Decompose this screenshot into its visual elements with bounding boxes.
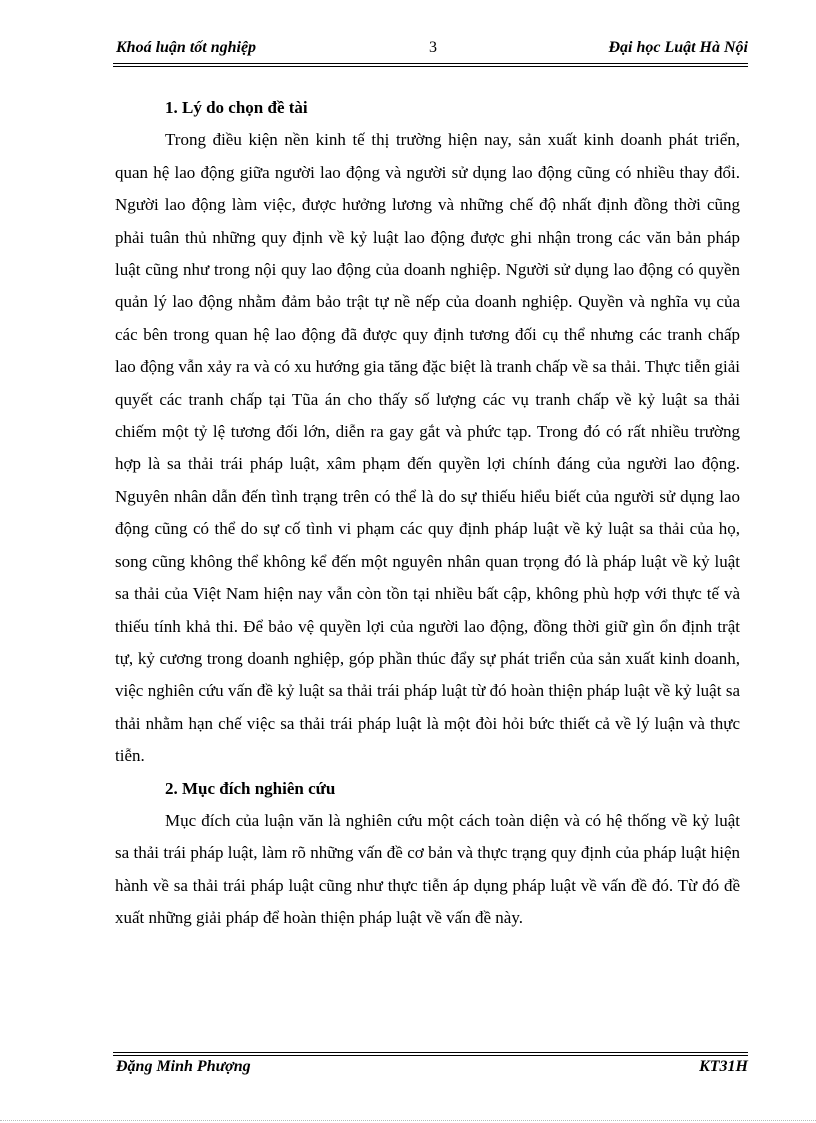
section-paragraph-purpose: Mục đích của luận văn là nghiên cứu một cách toàn diện và có hệ thống về kỷ luật sa thải trái pháp luật, làm rõ những vấn đề cơ bản và thực trạng quy định của pháp luật hiện hành về sa thải trái pháp luật cũng như thực tiễn áp dụng pháp luật về vấn đề đó. Từ đó đề xuất những giải pháp để hoàn thiện pháp luật về vấn đề này. <box>115 810 740 928</box>
footer-author: Đặng Minh Phượng <box>116 1058 251 1075</box>
section-paragraph-reason: Trong điều kiện nền kinh tế thị trường hiện nay, sản xuất kinh doanh phát triển, quan hệ lao động giữa người lao động và người sử dụng lao động cũng có nhiều thay đổi. Người lao động làm việc, được hưởng lương và những chế độ nhất định đồng thời cũng phải tuân thủ những quy định về kỷ luật lao động được ghi nhận trong các văn bản pháp luật cũng như trong nội quy lao động của doanh nghiệp. Người sử dụng lao động có quyền quản lý lao động nhằm đảm bảo trật tự nề nếp của doanh nghiệp. Quyền và nghĩa vụ của các bên trong quan hệ lao động đã được quy định tương đối cụ thể nhưng các tranh chấp lao động vẫn xảy ra và có xu hướng gia tăng đặc biệt là tranh chấp về sa thải. Thực tiễn giải quyết các tranh chấp tại Tũa án cho thấy số lượng các vụ tranh chấp về kỷ luật sa thải chiếm một tỷ lệ tương đối lớn, diễn ra gay gắt và phức tạp. Trong đó có rất nhiều trường hợp là sa thải trái pháp luật, xâm phạm đến quyền lợi chính đáng của người lao động. Nguyên nhân dẫn đến tình trạng trên có thể là do sự thiếu hiểu biết của người sử dụng lao động cũng có thể do sự cố tình vi phạm các quy định pháp luật về kỷ luật sa thải của họ, song cũng không thể không kể đến một nguyên nhân quan trọng đó là pháp luật về kỷ luật sa thải của Việt Nam hiện nay vẫn còn tồn tại nhiều bất cập, không phù hợp với thực tế và thiếu tính khả thi. Để bảo vệ quyền lợi của người lao động, đồng thời giữ gìn ổn định trật tự, kỷ cương trong doanh nghiệp, góp phần thúc đẩy sự phát triển của sản xuất kinh doanh, việc nghiên cứu vấn đề kỷ luật sa thải trái pháp luật từ đó hoàn thiện pháp luật về kỷ luật sa thải nhằm hạn chế việc sa thải trái pháp luật là một đòi hỏi bức thiết cả về lý luận và thực tiễn. <box>115 130 740 766</box>
header-thesis-label: Khoá luận tốt nghiệp <box>116 39 257 56</box>
page-number: 3 <box>429 39 437 56</box>
section-heading-reason: 1. Lý do chọn đề tài <box>165 98 308 117</box>
header-university: Đại học Luật Hà Nội <box>608 39 748 56</box>
page-bottom-divider <box>0 1120 816 1121</box>
document-body <box>115 92 740 935</box>
footer-rule <box>113 1052 748 1053</box>
footer-class-code: KT31H <box>699 1058 748 1075</box>
section-heading-purpose: 2. Mục đích nghiên cứu <box>165 778 336 798</box>
header-rule-thin <box>113 66 748 67</box>
page-footer <box>113 1058 748 1080</box>
header-rule <box>113 63 748 64</box>
page-header <box>113 38 748 62</box>
footer-rule-thin <box>113 1055 748 1056</box>
